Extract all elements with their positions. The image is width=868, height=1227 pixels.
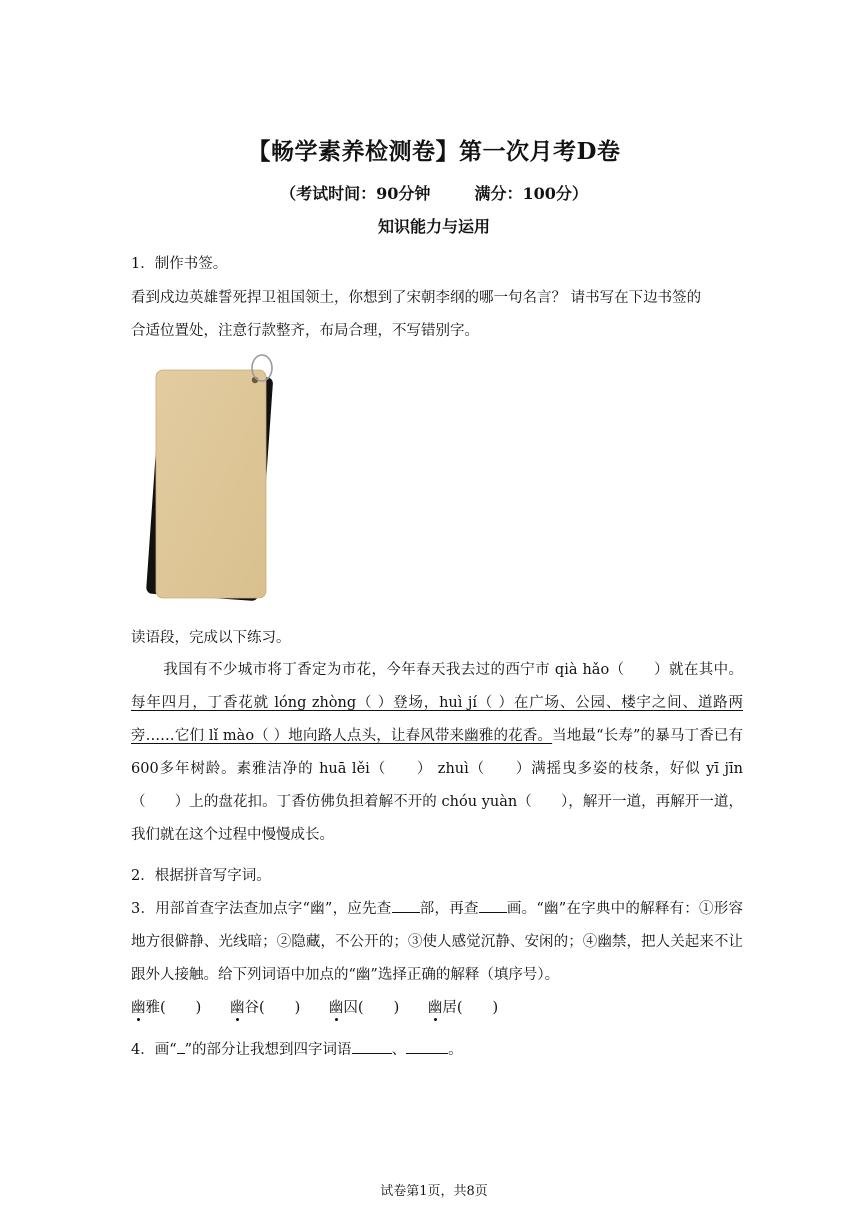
q3-text-3: 画。“幽”在字典中的解释有：①形容地方很僻静、光线暗；②隐藏，不公开的；③使人感觉沉静、安闲的；④幽禁，把人关起来不让跟外人接触。给下列词语中加点的“幽”选择正确的解释（填序号）。 <box>131 901 743 983</box>
q3-option-2: 幽谷( ) <box>229 1000 301 1016</box>
page-footer: 试卷第1页，共8页 <box>380 1184 488 1199</box>
passage-part-b: 当地最“长寿”的暴马丁香已有600多年树龄。素雅洁净的 huā lěi（ ） zhuì（ ）满摇曳多姿的枝条，好似 yī jīn（ ）上的盘花扣。丁香仿佛负担着解不开的 chóu yuàn（ ），解开一道，再解开一道，我们就在这个过程中慢慢成长。 <box>131 728 743 843</box>
passage-part-a: 我国有不少城市将丁香定为市花，今年春天我去过的西宁市 qià hǎo（ ）就在其中。 <box>163 662 743 678</box>
reading-intro: 读语段，完成以下练习。 <box>131 630 291 646</box>
reading-passage <box>131 654 743 852</box>
bookmark-image <box>146 352 286 608</box>
q4-underline-sample <box>177 1039 185 1054</box>
question-3 <box>131 893 743 992</box>
q3-radical-blank[interactable] <box>392 898 420 913</box>
q3-text-1: 3．用部首查字法查加点字“幽”，应先查 <box>131 901 392 917</box>
q4-answer-blank-1[interactable] <box>352 1039 392 1054</box>
exam-time: （考试时间：90分钟 <box>280 184 431 203</box>
q3-stroke-blank[interactable] <box>479 898 507 913</box>
q4-text-3: 、 <box>391 1042 407 1058</box>
q3-options <box>131 996 522 1017</box>
q3-option-1: 幽雅( ) <box>131 1000 202 1016</box>
question-1-title: 1．制作书签。 <box>131 256 228 272</box>
page-title: 【畅学素养检测卷】第一次月考D卷 <box>247 138 621 165</box>
full-score: 满分：100分） <box>474 184 588 203</box>
section-heading: 知识能力与运用 <box>377 217 490 236</box>
question-2: 2．根据拼音写字词。 <box>131 868 271 884</box>
exam-info <box>0 181 868 204</box>
passage-underlined-part: 每年四月，丁香花就 lóng zhòng（ ）登场，huì jí（ ）在广场、公园、楼宇之间、道路两旁……它们 lǐ mào（ ）地向路人点头，让春风带来幽雅的花香。 <box>131 695 743 744</box>
question-1-prompt-line2: 合适位置处，注意行款整齐，布局合理，不写错别字。 <box>131 323 479 339</box>
question-1-prompt-line1: 看到戍边英雄誓死捍卫祖国领土，你想到了宋朝李纲的哪一句名言？ 请书写在下边书签的 <box>131 290 702 306</box>
q3-option-4: 幽居( ) <box>427 1000 499 1016</box>
question-4 <box>131 1038 463 1059</box>
q4-text-1: 4．画“ <box>131 1042 177 1058</box>
q4-answer-blank-2[interactable] <box>406 1039 448 1054</box>
bookmark-front-card <box>156 370 266 598</box>
q4-text-2: ”的部分让我想到四字词语 <box>184 1042 352 1058</box>
q3-text-2: 部，再查 <box>419 901 479 917</box>
q3-option-3: 幽囚( ) <box>328 1000 400 1016</box>
q4-text-4: 。 <box>448 1042 463 1058</box>
